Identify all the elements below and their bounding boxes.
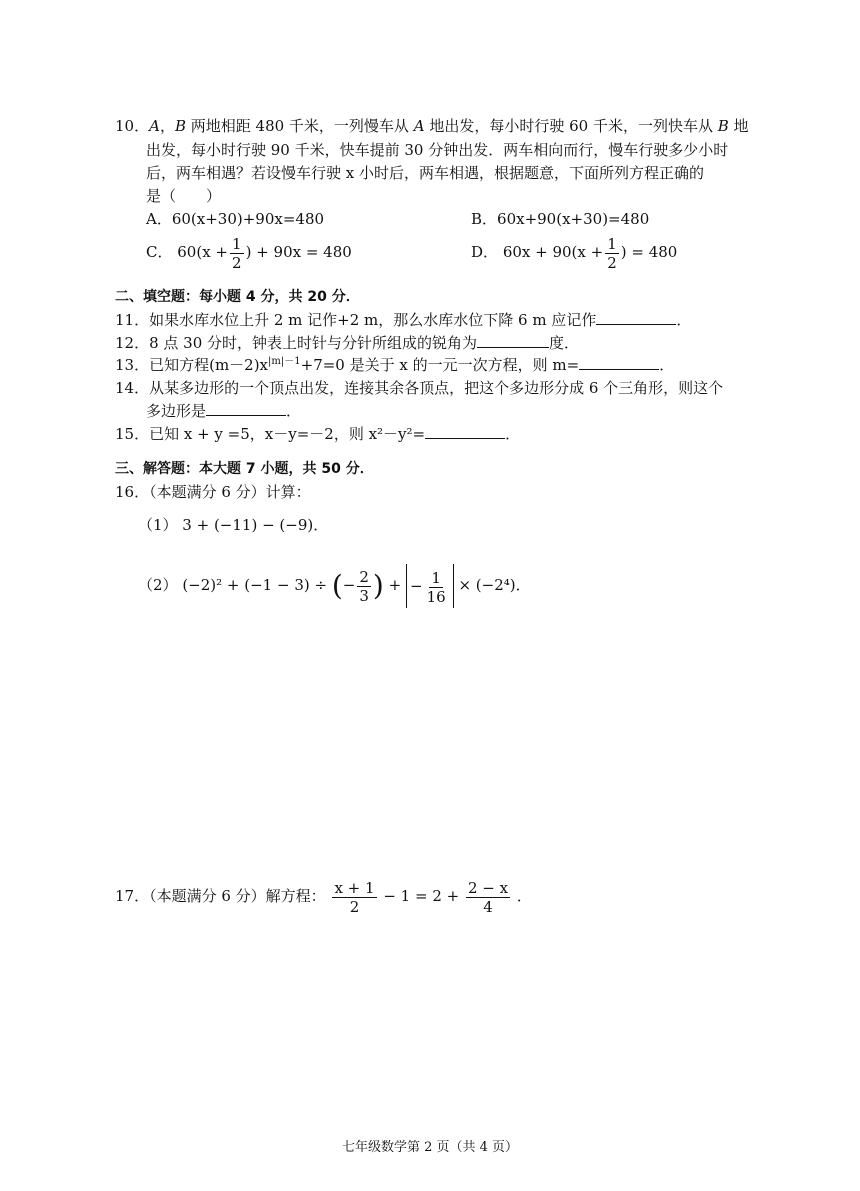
- q15-answer-blank[interactable]: [425, 424, 505, 439]
- fraction-half-d: $\frac{1}{2}$: [607, 234, 617, 272]
- section3-heading: 三、解答题：本大题 7 小题，共 50 分．: [115, 461, 374, 477]
- q10-option-c: C． 60(x + $\frac{1}{2}$ ) + 90x = 480: [146, 234, 352, 272]
- fraction-x-plus-1-over-2: $\frac{x + 1}{2}$: [334, 878, 375, 916]
- q12: 12．8 点 30 分时，钟表上时针与分针所组成的锐角为 度．: [115, 334, 580, 352]
- q12-answer-blank[interactable]: [477, 333, 549, 348]
- q16-part2: （2） (−2)² + (−1 − 3) ÷ (− $\frac{2}{3}$ ) + − $\frac{1}{16}$ × (−2⁴)．: [138, 563, 531, 608]
- q14-line2: 多边形是 ．: [146, 402, 302, 420]
- q10-line4: 是（ ）: [146, 187, 222, 205]
- q13-answer-blank[interactable]: [579, 355, 659, 370]
- absolute-value: − $\frac{1}{16}$: [406, 564, 454, 608]
- q10-line1: 10．A，B 两地相距 480 千米，一列慢车从 A 地出发，每小时行驶 60 千米，一列快车从 B 地: [115, 117, 749, 135]
- section2-heading: 二、填空题：每小题 4 分，共 20 分．: [115, 289, 360, 305]
- fraction-2-minus-x-over-4: $\frac{2 - x}{4}$: [468, 878, 509, 916]
- q10-line3: 后，两车相遇？若设慢车行驶 x 小时后，两车相遇，根据题意，下面所列方程正确的: [146, 164, 704, 182]
- q10-option-a: A．60(x+30)+90x=480: [146, 210, 325, 228]
- q10-option-d: D． 60x + 90(x + $\frac{1}{2}$ ) = 480: [471, 234, 678, 272]
- q11: 11．如果水库水位上升 2 m 记作+2 m，那么水库水位下降 6 m 应记作 ．: [115, 311, 692, 329]
- q10-line2: 出发，每小时行驶 90 千米，快车提前 30 分钟出发．两车相向而行，慢车行驶多少小时: [146, 141, 729, 159]
- q10-option-b: B．60x+90(x+30)=480: [471, 210, 650, 228]
- q14-answer-blank[interactable]: [206, 401, 286, 416]
- q11-answer-blank[interactable]: [596, 310, 676, 325]
- fraction-two-thirds: $\frac{2}{3}$: [359, 567, 369, 605]
- q16-part1: （1） 3 + (−11) − (−9)．: [138, 516, 329, 534]
- q14-line1: 14．从某多边形的一个顶点出发，连接其余各顶点，把这个多边形分成 6 个三角形，则这个: [115, 379, 724, 397]
- fraction-half-c: $\frac{1}{2}$: [232, 234, 242, 272]
- page-footer: 七年级数学第 2 页（共 4 页）: [341, 1140, 519, 1155]
- q13: 13．已知方程$(m-2)x^{|m|-1}+7=0$ 是关于 x 的一元一次方程，则 m= ．: [115, 356, 675, 374]
- q17: 17．（本题满分 6 分）解方程： $\frac{x + 1}{2}$ − 1 = 2 + $\frac{2 - x}{4}$ ．: [115, 878, 532, 916]
- q15: 15．已知 x + y =5，x－y=－2，则 x²－y²= ．: [115, 425, 521, 443]
- q16-title: 16．（本题满分 6 分）计算：: [115, 483, 311, 501]
